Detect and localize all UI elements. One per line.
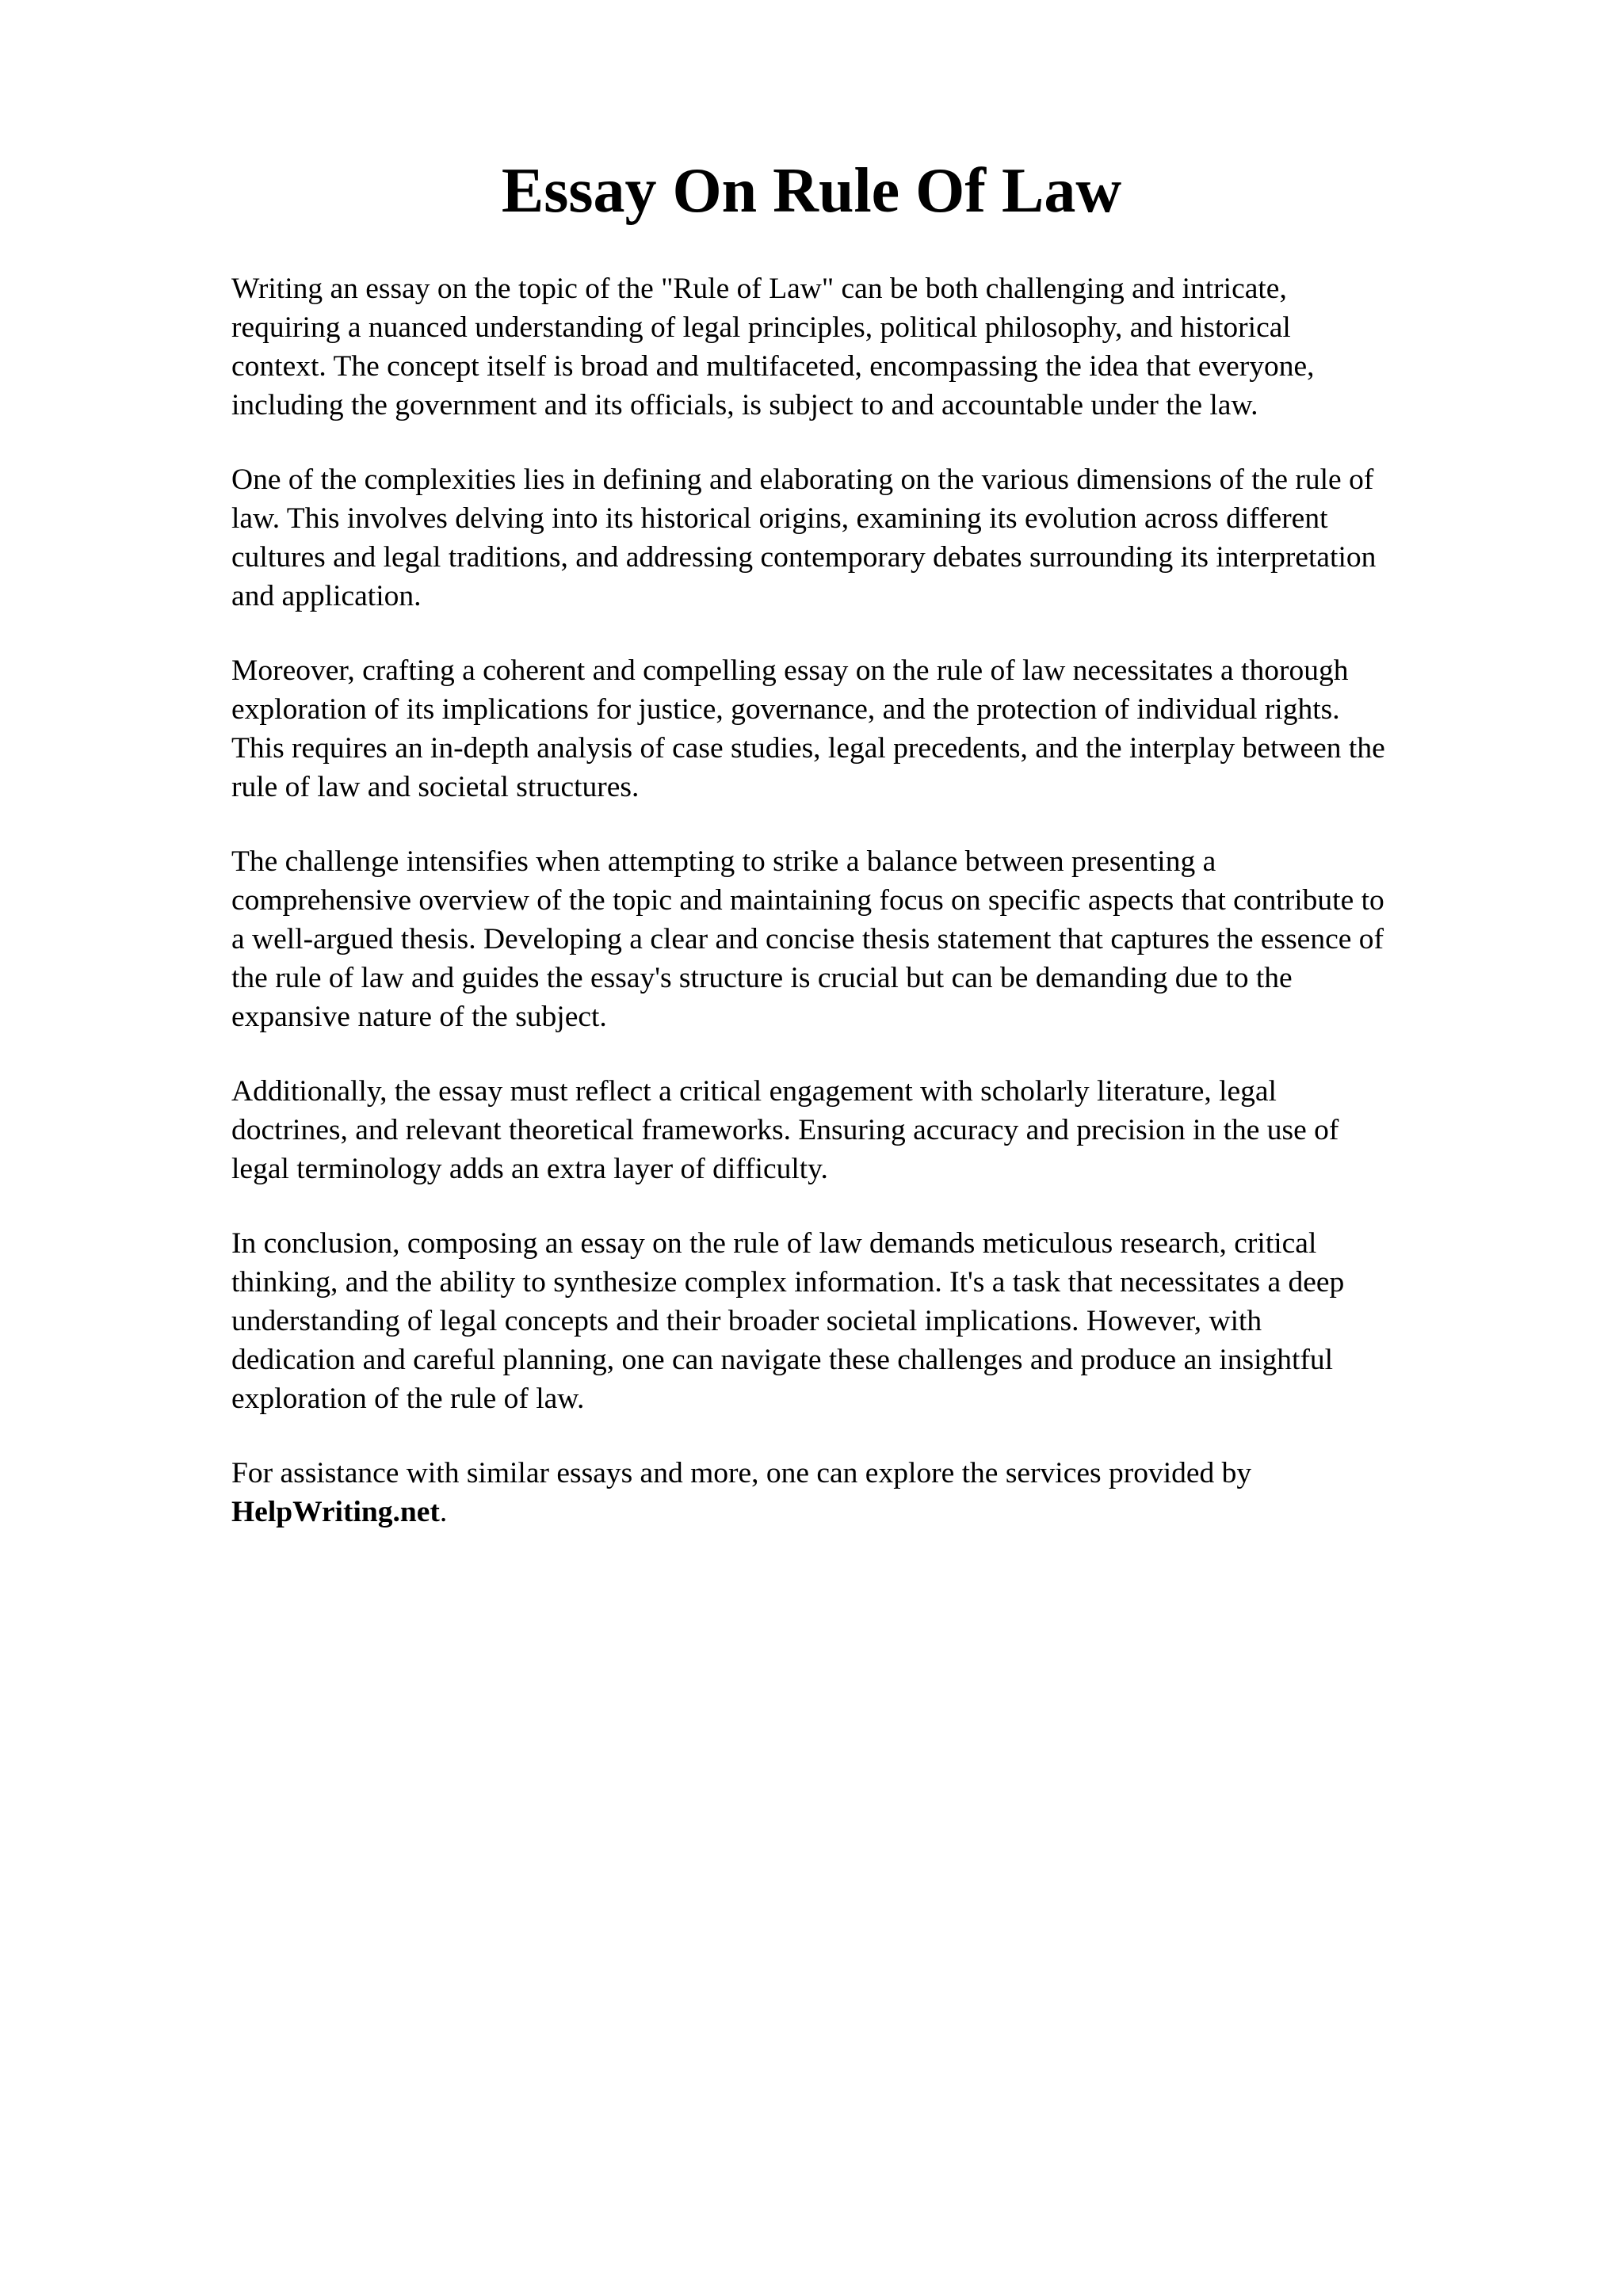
- closing-text: For assistance with similar essays and more, one can explore the services provided by: [231, 1457, 1252, 1489]
- page-title: Essay On Rule Of Law: [501, 156, 1122, 226]
- paragraph-2: One of the complexities lies in defining and elaborating on the various dimensions of the rule of law. This involves delving into its historical origins, examining its evolution across different cultures and legal traditions, and addressing contemporary debates surrounding its interpretation and application.: [231, 463, 1377, 612]
- essay-body: [231, 269, 1523, 1567]
- closing-period: .: [439, 1496, 448, 1528]
- paragraph-5: Additionally, the essay must reflect a critical engagement with scholarly literature, legal doctrines, and relevant theoretical frameworks. Ensuring accuracy and precision in the use of legal terminology adds an extra layer of difficulty.: [231, 1075, 1339, 1185]
- paragraph-4: The challenge intensifies when attempting to strike a balance between presenting a comprehensive overview of the topic and maintaining focus on specific aspects that contribute to a well-argued thesis. Developing a clear and concise thesis statement that captures the essence of the rule of law and guides the essay's structure is crucial but can be demanding due to the expansive nature of the subject.: [231, 845, 1384, 1033]
- paragraph-1: Writing an essay on the topic of the "Rule of Law" can be both challenging and intricate, requiring a nuanced understanding of legal principles, political philosophy, and historical context. The concept itself is broad and multifaceted, encompassing the idea that everyone, including the government and its officials, is subject to and accountable under the law.: [231, 273, 1315, 421]
- paragraph-3: Moreover, crafting a coherent and compelling essay on the rule of law necessitates a thorough exploration of its implications for justice, governance, and the protection of individual rights. This requires an in-depth analysis of case studies, legal precedents, and the interplay between the rule of law and societal structures.: [231, 654, 1385, 803]
- paragraph-6: In conclusion, composing an essay on the rule of law demands meticulous research, critical thinking, and the ability to synthesize complex information. It's a task that necessitates a deep understanding of legal concepts and their broader societal implications. However, with dedication and careful planning, one can navigate these challenges and produce an insightful exploration of the rule of law.: [231, 1227, 1345, 1415]
- closing-paragraph: [231, 1454, 1523, 1531]
- brand-link[interactable]: HelpWriting.net: [231, 1496, 440, 1528]
